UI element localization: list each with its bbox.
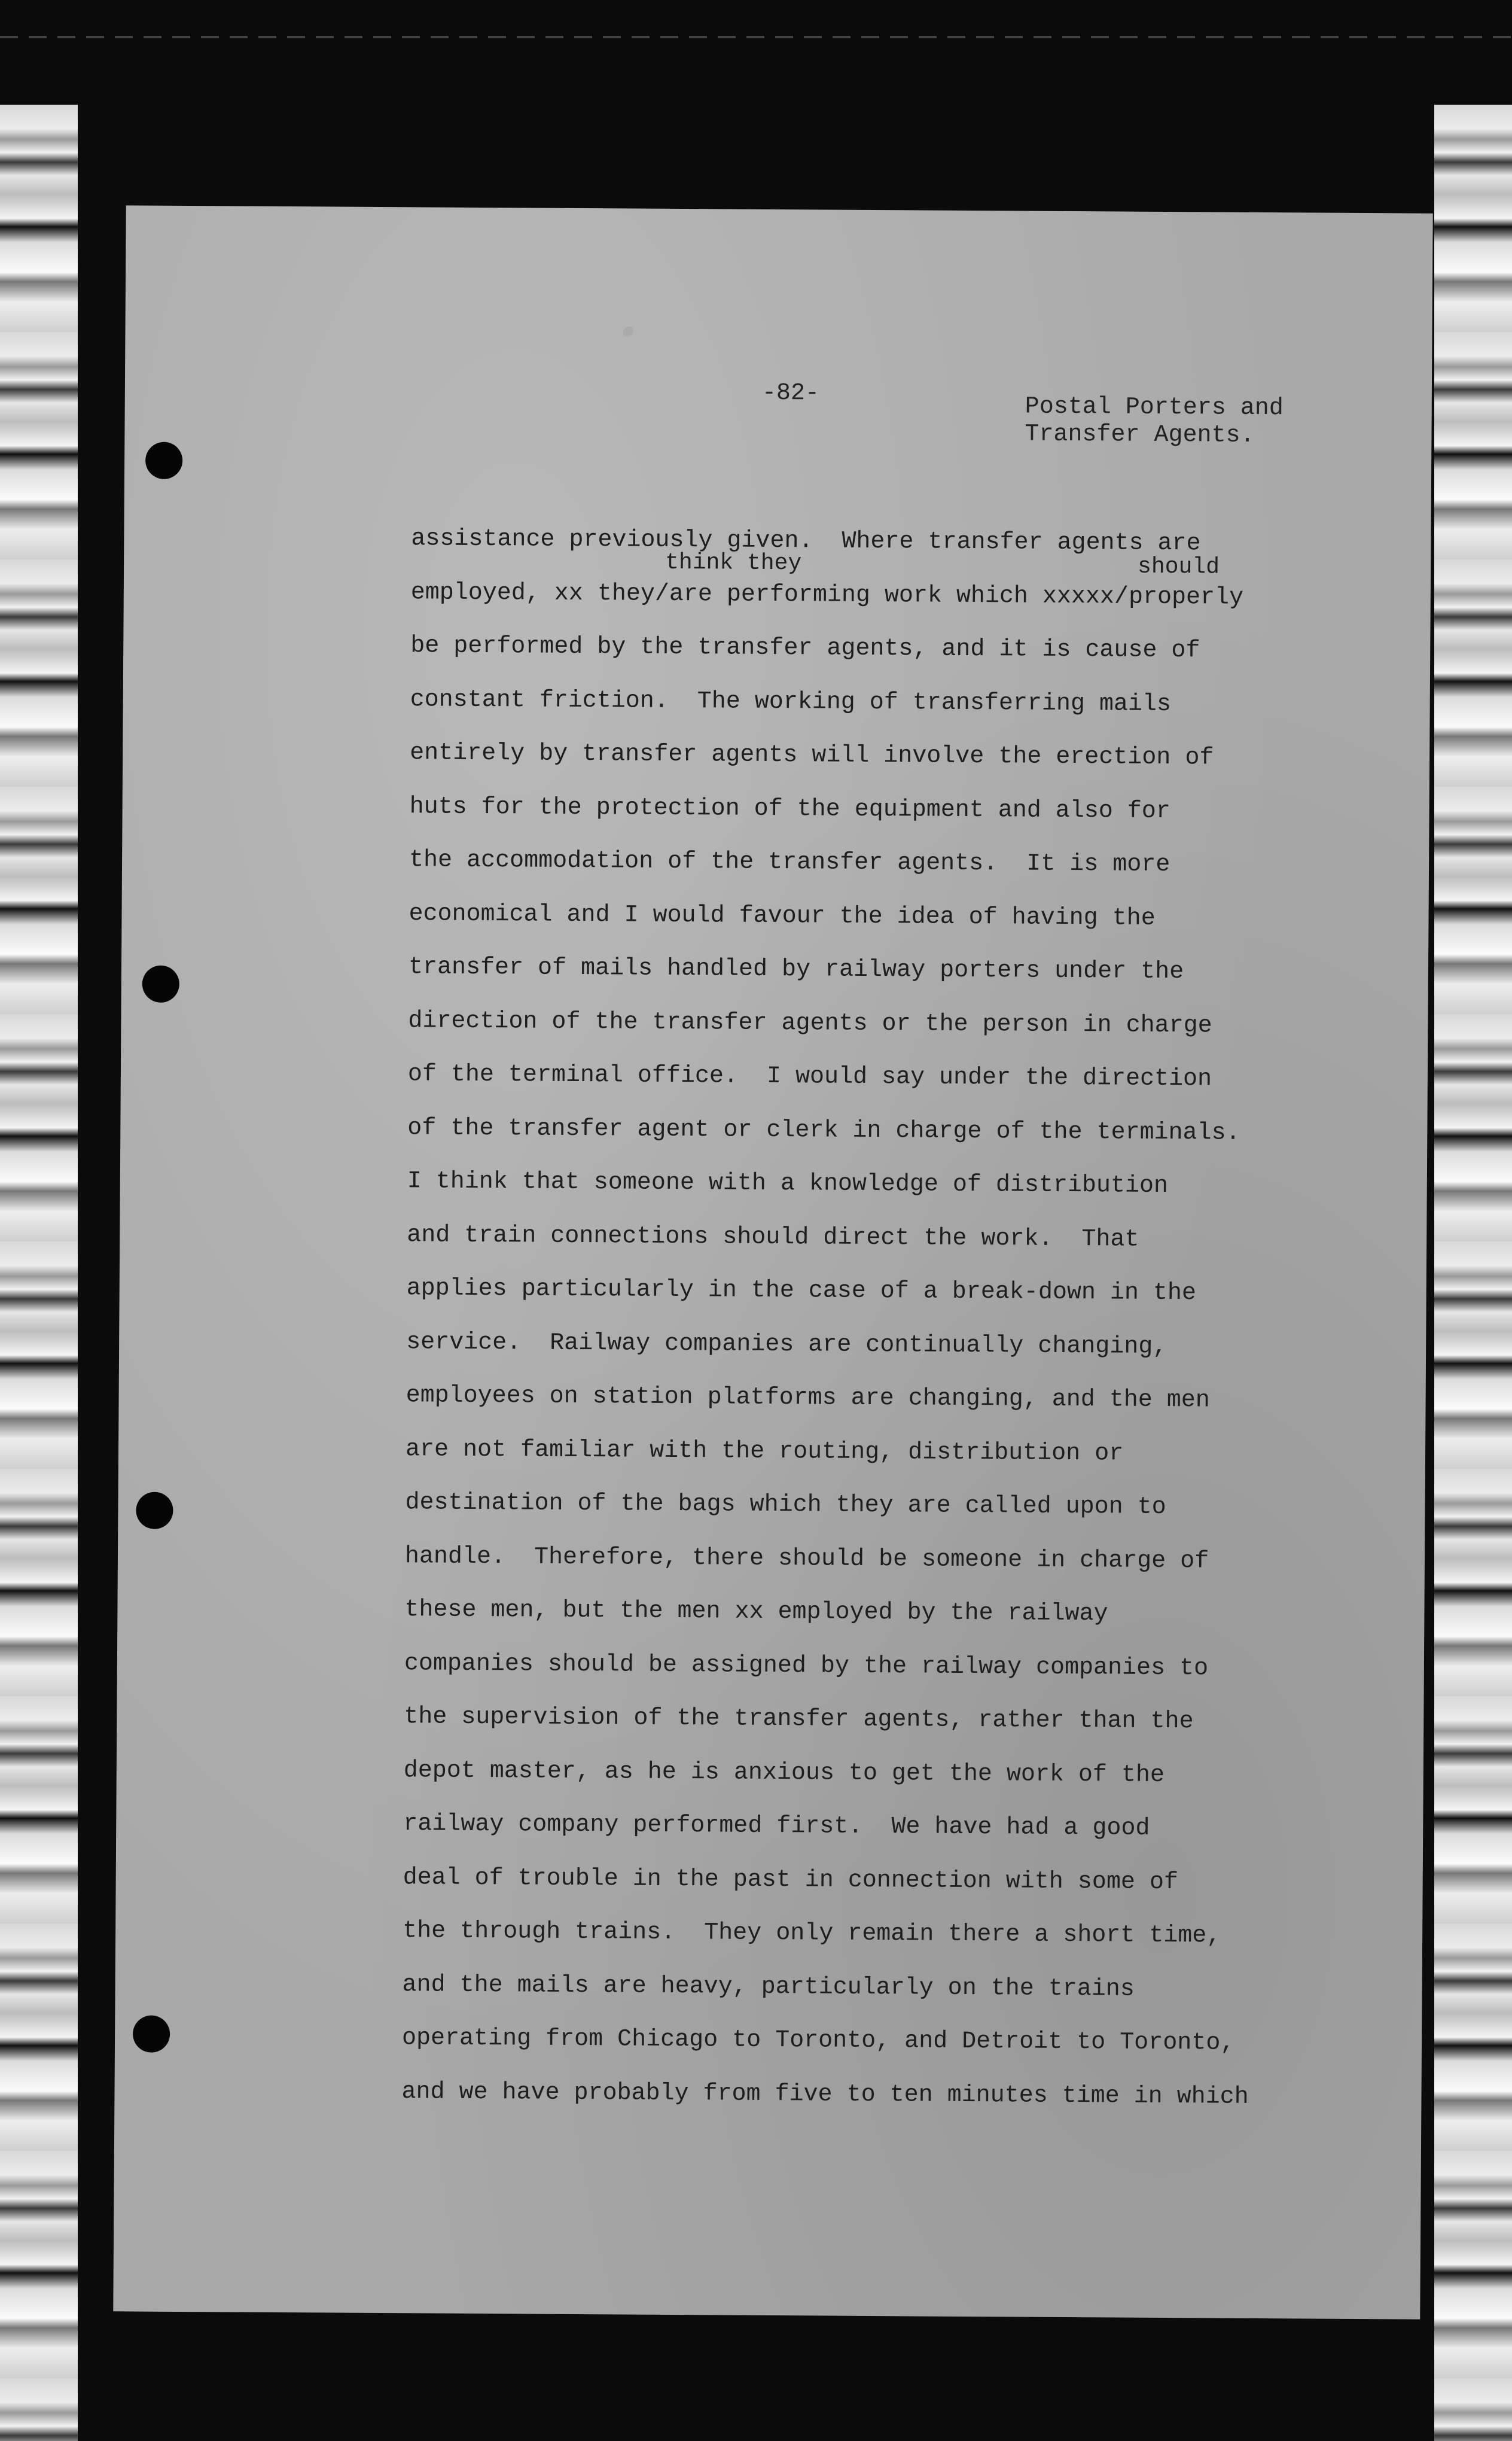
handwritten-insert-should: should <box>1137 553 1220 580</box>
text-line: are not familiar with the routing, distribution or <box>405 1435 1124 1468</box>
header-line: Transfer Agents. <box>1025 421 1255 449</box>
text-line: and the mails are heavy, particularly on the trains <box>402 1971 1135 2003</box>
text-line: transfer of mails handled by railway porters under the <box>408 954 1184 986</box>
text-line: entirely by transfer agents will involve the erection of <box>410 739 1214 772</box>
punch-hole <box>136 1492 173 1529</box>
text-line: railway company performed first. We have had a good <box>403 1810 1150 1842</box>
document-page <box>113 205 1432 2319</box>
text-line: employees on station platforms are changing, and the men <box>406 1382 1210 1414</box>
punch-hole <box>133 2015 170 2052</box>
text-line: the through trains. They only remain there a short time, <box>403 1918 1221 1950</box>
punch-hole <box>142 966 179 1003</box>
document-header <box>1025 394 1284 451</box>
page-number: -82- <box>761 379 820 407</box>
film-strip-right <box>1434 105 1512 2441</box>
text-line: and we have probably from five to ten minutes time in which <box>401 2078 1249 2111</box>
text-line: depot master, as he is anxious to get the work of the <box>403 1757 1165 1789</box>
text-line: deal of trouble in the past in connection with some of <box>403 1864 1179 1896</box>
text-line: companies should be assigned by the railway companies to <box>404 1649 1209 1682</box>
text-line: of the transfer agent or clerk in charge of the terminals. <box>407 1114 1240 1147</box>
bleed-through-mark: · <box>615 286 641 378</box>
text-line: handle. Therefore, there should be someone in charge of <box>404 1542 1209 1575</box>
text-line: economical and I would favour the idea of having the <box>409 900 1156 932</box>
text-line: be performed by the transfer agents, and it is cause of <box>410 632 1200 665</box>
punch-hole <box>145 442 182 479</box>
text-line: destination of the bags which they are called upon to <box>405 1489 1166 1521</box>
text-line: assistance previously given. Where transfer agents are <box>411 525 1201 558</box>
header-line: Postal Porters and <box>1025 393 1284 422</box>
text-line: these men, but the men xx employed by the railway <box>404 1596 1108 1628</box>
handwritten-insert-think-they: think they <box>665 549 802 577</box>
text-line: direction of the transfer agents or the person in charge <box>408 1007 1212 1039</box>
text-line: applies particularly in the case of a break-down in the <box>406 1275 1197 1307</box>
text-line: huts for the protection of the equipment and also for <box>409 793 1170 825</box>
text-line: the accommodation of the transfer agents. It is more <box>409 847 1170 879</box>
text-line: and train connections should direct the work. That <box>407 1221 1139 1253</box>
text-line: of the terminal office. I would say under the direction <box>407 1061 1212 1093</box>
film-strip-left <box>0 105 78 2441</box>
text-line: I think that someone with a knowledge of distribution <box>407 1168 1169 1200</box>
text-line: constant friction. The working of transferring mails <box>410 686 1172 718</box>
film-edge-marks <box>0 36 1512 38</box>
body-text <box>401 512 1380 2125</box>
text-line: employed, xx they/are performing work which xxxxx/properly <box>410 579 1244 611</box>
text-line: the supervision of the transfer agents, rather than the <box>404 1703 1194 1736</box>
text-line: service. Railway companies are continually changing, <box>406 1328 1167 1360</box>
text-line: operating from Chicago to Toronto, and Detroit to Toronto, <box>401 2025 1235 2057</box>
